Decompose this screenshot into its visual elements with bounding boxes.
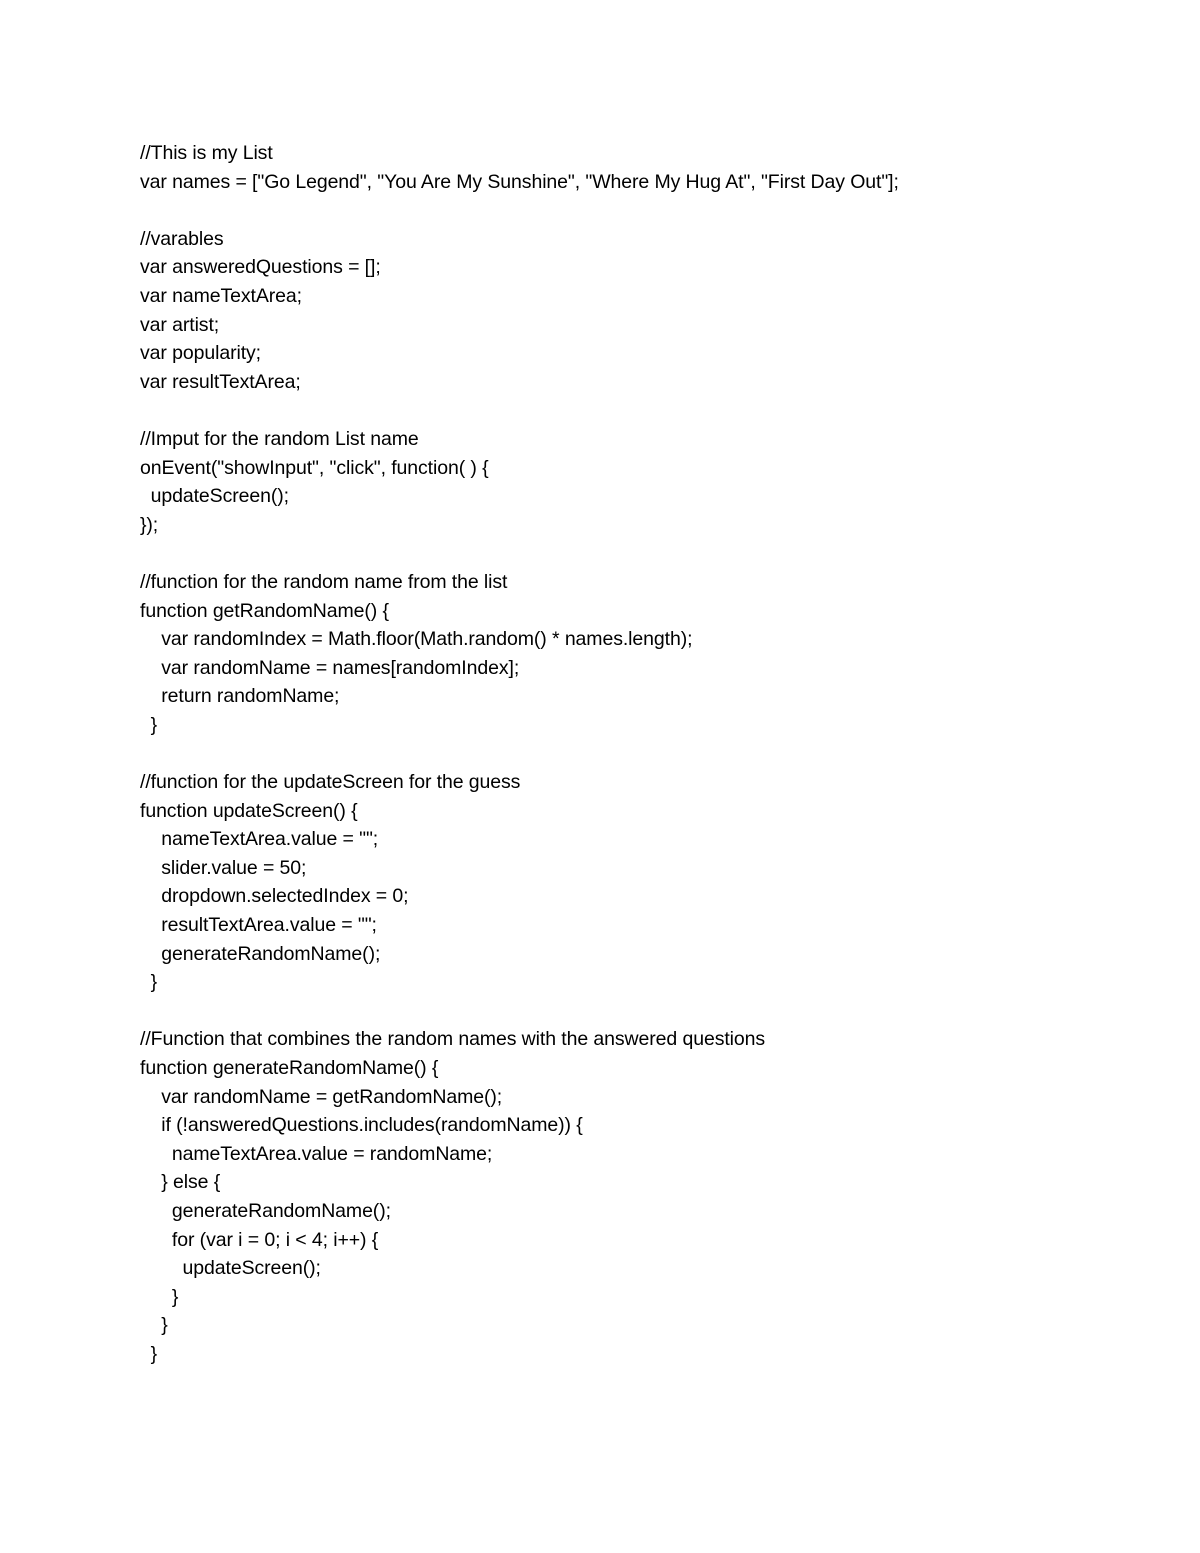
code-line: function generateRandomName() { (140, 1057, 439, 1079)
code-comment-line: //varables (140, 227, 224, 250)
code-line: } (140, 1285, 179, 1308)
code-line: }); (140, 513, 159, 536)
code-line: slider.value = 50; (140, 856, 307, 879)
code-line: for (var i = 0; i < 4; i++) { (140, 1228, 379, 1251)
blank-line (140, 739, 1140, 768)
code-line: var names = ["Go Legend", "You Are My Sunshine", "Where My Hug At", "First Day Out"]; (140, 170, 899, 193)
code-comment-line: //Function that combines the random names with the answered questions (140, 1028, 766, 1051)
code-comment-line: //Imput for the random List name (140, 427, 419, 450)
code-line: } (140, 971, 158, 994)
code-line: } (140, 713, 158, 736)
code-line: function getRandomName() { (140, 599, 389, 622)
code-line: function updateScreen() { (140, 799, 358, 822)
code-comment-line: //function for the updateScreen for the guess (140, 771, 521, 794)
code-line: var randomIndex = Math.floor(Math.random() * names.length); (140, 628, 693, 651)
code-line: var resultTextArea; (140, 370, 301, 393)
code-line: dropdown.selectedIndex = 0; (140, 885, 409, 908)
code-line: var nameTextArea; (140, 284, 302, 307)
code-line: generateRandomName(); (140, 942, 381, 965)
code-line: resultTextArea.value = ""; (140, 914, 377, 937)
blank-line (140, 196, 1140, 225)
code-line: } (140, 1314, 168, 1337)
blank-line (140, 997, 1140, 1026)
code-comment-line: //This is my List (140, 142, 273, 164)
code-line: generateRandomName(); (140, 1199, 391, 1222)
code-line: var answeredQuestions = []; (140, 256, 381, 279)
blank-line (140, 539, 1140, 568)
code-line: updateScreen(); (140, 1257, 321, 1280)
code-line: return randomName; (140, 685, 340, 708)
code-line: var randomName = names[randomIndex]; (140, 656, 520, 679)
code-line: } (140, 1342, 158, 1365)
code-line: onEvent("showInput", "click", function( ) { (140, 456, 489, 479)
code-line: var randomName = getRandomName(); (140, 1085, 503, 1108)
code-line: } else { (140, 1171, 221, 1194)
code-line: updateScreen(); (140, 485, 289, 508)
code-line: nameTextArea.value = ""; (140, 828, 379, 851)
blank-line (140, 396, 1140, 425)
code-listing (140, 139, 1140, 1369)
code-line: nameTextArea.value = randomName; (140, 1142, 493, 1165)
code-line: if (!answeredQuestions.includes(randomName)) { (140, 1114, 583, 1137)
code-comment-line: //function for the random name from the list (140, 570, 508, 593)
code-line: var popularity; (140, 342, 261, 365)
code-line: var artist; (140, 313, 220, 336)
